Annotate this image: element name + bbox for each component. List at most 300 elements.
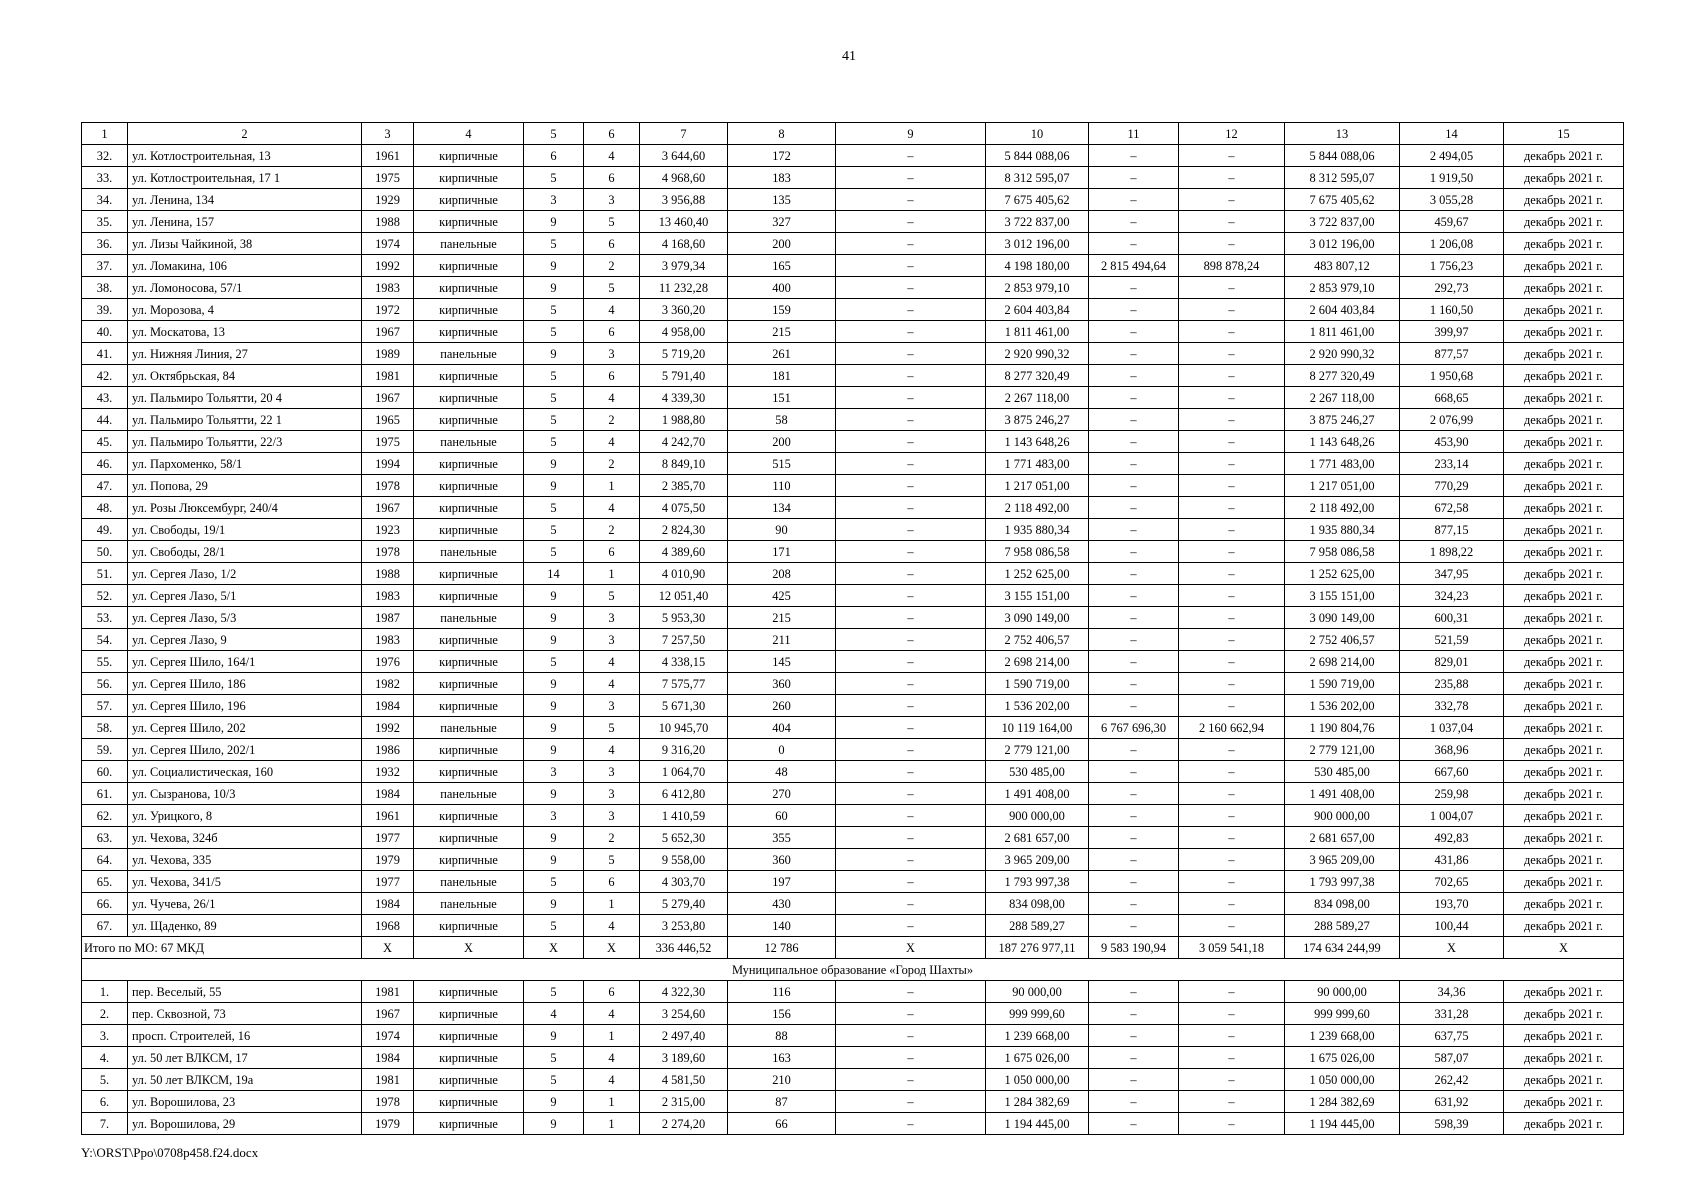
area-cell: 7 575,77: [640, 673, 728, 695]
header-cell: 2: [128, 123, 362, 145]
address-cell: ул. Нижняя Линия, 27: [128, 343, 362, 365]
address-cell: ул. Чехова, 341/5: [128, 871, 362, 893]
table-row: [82, 321, 1624, 343]
fund-cell: –: [1089, 849, 1179, 871]
cost-per-m2-cell: 877,57: [1400, 343, 1504, 365]
residents-cell: 200: [728, 233, 836, 255]
fund-cell: –: [1089, 827, 1179, 849]
total-row: [82, 937, 1624, 959]
residents-cell: 88: [728, 1025, 836, 1047]
header-cell: 14: [1400, 123, 1504, 145]
deadline-cell: декабрь 2021 г.: [1504, 1113, 1624, 1135]
address-cell: ул. Пархоменко, 58/1: [128, 453, 362, 475]
fund-cell: –: [1089, 1003, 1179, 1025]
area-cell: 2 497,40: [640, 1025, 728, 1047]
entrances-cell: 4: [584, 431, 640, 453]
cost-per-m2-cell: 668,65: [1400, 387, 1504, 409]
table-row: [82, 365, 1624, 387]
floors-cell: 9: [524, 893, 584, 915]
region-cell: –: [1179, 1091, 1285, 1113]
total-cost-cell: 834 098,00: [986, 893, 1089, 915]
num-cell: 42.: [82, 365, 128, 387]
local-cell: 3 012 196,00: [1285, 233, 1400, 255]
year-cell: 1975: [362, 167, 414, 189]
floors-cell: 5: [524, 167, 584, 189]
housing-table: [81, 122, 1624, 1135]
col9-cell: –: [836, 1003, 986, 1025]
table-row: [82, 871, 1624, 893]
col9-cell: –: [836, 695, 986, 717]
residents-cell: 208: [728, 563, 836, 585]
year-cell: 1983: [362, 585, 414, 607]
table-row: [82, 761, 1624, 783]
address-cell: ул. Социалистическая, 160: [128, 761, 362, 783]
material-cell: кирпичные: [414, 981, 524, 1003]
entrances-cell: 1: [584, 1025, 640, 1047]
fund-cell: –: [1089, 387, 1179, 409]
deadline-cell: декабрь 2021 г.: [1504, 585, 1624, 607]
residents-cell: 261: [728, 343, 836, 365]
floors-cell: 5: [524, 321, 584, 343]
region-cell: –: [1179, 365, 1285, 387]
deadline-cell: декабрь 2021 г.: [1504, 717, 1624, 739]
fund-cell: –: [1089, 431, 1179, 453]
col9-cell: –: [836, 145, 986, 167]
local-cell: 1 050 000,00: [1285, 1069, 1400, 1091]
header-cell: 13: [1285, 123, 1400, 145]
residents-cell: 327: [728, 211, 836, 233]
cost-per-m2-cell: 324,23: [1400, 585, 1504, 607]
address-cell: ул. Москатова, 13: [128, 321, 362, 343]
deadline-cell: декабрь 2021 г.: [1504, 761, 1624, 783]
year-cell: 1929: [362, 189, 414, 211]
header-cell: 12: [1179, 123, 1285, 145]
cost-per-m2-cell: 1 950,68: [1400, 365, 1504, 387]
entrances-cell: 4: [584, 299, 640, 321]
region-cell: –: [1179, 519, 1285, 541]
deadline-cell: декабрь 2021 г.: [1504, 651, 1624, 673]
num-cell: 55.: [82, 651, 128, 673]
col9-cell: –: [836, 673, 986, 695]
fund-cell: –: [1089, 981, 1179, 1003]
fund-cell: –: [1089, 497, 1179, 519]
address-cell: ул. Сергея Шило, 164/1: [128, 651, 362, 673]
fund-cell: –: [1089, 321, 1179, 343]
year-cell: 1981: [362, 981, 414, 1003]
region-cell: –: [1179, 453, 1285, 475]
footer-file-path: Y:\ORST\Ppo\0708p458.f24.docx: [81, 1145, 259, 1160]
entrances-cell: 6: [584, 365, 640, 387]
area-cell: 8 849,10: [640, 453, 728, 475]
local-cell: 1 217 051,00: [1285, 475, 1400, 497]
residents-cell: 515: [728, 453, 836, 475]
floors-cell: 9: [524, 695, 584, 717]
residents-cell: 0: [728, 739, 836, 761]
address-cell: ул. Чехова, 335: [128, 849, 362, 871]
year-cell: 1961: [362, 805, 414, 827]
fund-cell: –: [1089, 365, 1179, 387]
deadline-cell: декабрь 2021 г.: [1504, 607, 1624, 629]
cost-per-m2-cell: 292,73: [1400, 277, 1504, 299]
local-cell: 7 958 086,58: [1285, 541, 1400, 563]
deadline-cell: декабрь 2021 г.: [1504, 893, 1624, 915]
deadline-cell: декабрь 2021 г.: [1504, 167, 1624, 189]
fund-cell: –: [1089, 1047, 1179, 1069]
material-cell: кирпичные: [414, 1069, 524, 1091]
region-cell: –: [1179, 651, 1285, 673]
col9-cell: –: [836, 387, 986, 409]
num-cell: 1.: [82, 981, 128, 1003]
local-cell: 1 771 483,00: [1285, 453, 1400, 475]
area-cell: 1 988,80: [640, 409, 728, 431]
entrances-cell: 1: [584, 475, 640, 497]
address-cell: ул. Ломакина, 106: [128, 255, 362, 277]
year-cell: 1984: [362, 783, 414, 805]
deadline-cell: декабрь 2021 г.: [1504, 277, 1624, 299]
residents-cell: 145: [728, 651, 836, 673]
entrances-cell: 3: [584, 189, 640, 211]
residents-cell: 58: [728, 409, 836, 431]
deadline-cell: декабрь 2021 г.: [1504, 805, 1624, 827]
local-cell: 7 675 405,62: [1285, 189, 1400, 211]
local-cell: 1 590 719,00: [1285, 673, 1400, 695]
material-cell: кирпичные: [414, 277, 524, 299]
region-cell: –: [1179, 321, 1285, 343]
year-cell: 1982: [362, 673, 414, 695]
material-cell: кирпичные: [414, 739, 524, 761]
floors-cell: 3: [524, 805, 584, 827]
col9-cell: –: [836, 981, 986, 1003]
deadline-cell: декабрь 2021 г.: [1504, 497, 1624, 519]
year-cell: 1961: [362, 145, 414, 167]
total-cost-cell: 1 491 408,00: [986, 783, 1089, 805]
region-cell: –: [1179, 167, 1285, 189]
year-cell: 1979: [362, 849, 414, 871]
fund-cell: –: [1089, 299, 1179, 321]
col9-cell: –: [836, 255, 986, 277]
entrances-cell: 4: [584, 1047, 640, 1069]
floors-cell: 5: [524, 1047, 584, 1069]
address-cell: ул. Свободы, 19/1: [128, 519, 362, 541]
address-cell: ул. Котлостроительная, 17 1: [128, 167, 362, 189]
fund-cell: –: [1089, 475, 1179, 497]
entrances-cell: 6: [584, 541, 640, 563]
entrances-cell: 5: [584, 585, 640, 607]
num-cell: 49.: [82, 519, 128, 541]
deadline-cell: декабрь 2021 г.: [1504, 673, 1624, 695]
floors-cell: 5: [524, 915, 584, 937]
total-cost-cell: 2 118 492,00: [986, 497, 1089, 519]
residents-cell: 165: [728, 255, 836, 277]
fund-cell: –: [1089, 739, 1179, 761]
table-row: [82, 189, 1624, 211]
floors-cell: 5: [524, 497, 584, 519]
num-cell: 35.: [82, 211, 128, 233]
year-cell: 1923: [362, 519, 414, 541]
cost-per-m2-cell: 1 004,07: [1400, 805, 1504, 827]
cost-per-m2-cell: 598,39: [1400, 1113, 1504, 1135]
header-cell: 8: [728, 123, 836, 145]
entrances-cell: 1: [584, 1113, 640, 1135]
year-cell: 1983: [362, 629, 414, 651]
residents-cell: 116: [728, 981, 836, 1003]
table-row: [82, 805, 1624, 827]
col9-cell: –: [836, 717, 986, 739]
local-cell: 3 965 209,00: [1285, 849, 1400, 871]
address-cell: ул. Чучева, 26/1: [128, 893, 362, 915]
deadline-cell: декабрь 2021 г.: [1504, 299, 1624, 321]
total-cost-cell: 1 143 648,26: [986, 431, 1089, 453]
fund-cell: –: [1089, 893, 1179, 915]
table-row: [82, 629, 1624, 651]
total-cost-cell: 1 050 000,00: [986, 1069, 1089, 1091]
material-cell: кирпичные: [414, 167, 524, 189]
num-cell: 58.: [82, 717, 128, 739]
material-cell: кирпичные: [414, 211, 524, 233]
col9-cell: –: [836, 167, 986, 189]
year-cell: 1967: [362, 1003, 414, 1025]
cost-per-m2-cell: 431,86: [1400, 849, 1504, 871]
floors-cell: 14: [524, 563, 584, 585]
area-cell: 4 168,60: [640, 233, 728, 255]
entrances-cell: 4: [584, 1003, 640, 1025]
material-cell: кирпичные: [414, 321, 524, 343]
area-cell: 3 360,20: [640, 299, 728, 321]
floors-cell: 9: [524, 607, 584, 629]
total-cell: Х: [524, 937, 584, 959]
address-cell: ул. Октябрьская, 84: [128, 365, 362, 387]
cost-per-m2-cell: 3 055,28: [1400, 189, 1504, 211]
area-cell: 4 338,15: [640, 651, 728, 673]
year-cell: 1968: [362, 915, 414, 937]
address-cell: ул. Сергея Лазо, 5/3: [128, 607, 362, 629]
area-cell: 9 558,00: [640, 849, 728, 871]
material-cell: кирпичные: [414, 673, 524, 695]
floors-cell: 9: [524, 585, 584, 607]
entrances-cell: 2: [584, 409, 640, 431]
col9-cell: –: [836, 739, 986, 761]
deadline-cell: декабрь 2021 г.: [1504, 783, 1624, 805]
table-row: [82, 541, 1624, 563]
local-cell: 90 000,00: [1285, 981, 1400, 1003]
region-cell: –: [1179, 1003, 1285, 1025]
material-cell: кирпичные: [414, 651, 524, 673]
region-cell: –: [1179, 629, 1285, 651]
residents-cell: 110: [728, 475, 836, 497]
entrances-cell: 1: [584, 893, 640, 915]
fund-cell: –: [1089, 629, 1179, 651]
material-cell: панельные: [414, 717, 524, 739]
num-cell: 41.: [82, 343, 128, 365]
cost-per-m2-cell: 492,83: [1400, 827, 1504, 849]
total-cost-cell: 1 771 483,00: [986, 453, 1089, 475]
address-cell: ул. Котлостроительная, 13: [128, 145, 362, 167]
col9-cell: –: [836, 211, 986, 233]
year-cell: 1965: [362, 409, 414, 431]
local-cell: 288 589,27: [1285, 915, 1400, 937]
residents-cell: 140: [728, 915, 836, 937]
address-cell: ул. 50 лет ВЛКСМ, 19а: [128, 1069, 362, 1091]
address-cell: ул. Урицкого, 8: [128, 805, 362, 827]
residents-cell: 215: [728, 607, 836, 629]
cost-per-m2-cell: 1 919,50: [1400, 167, 1504, 189]
year-cell: 1972: [362, 299, 414, 321]
material-cell: кирпичные: [414, 761, 524, 783]
region-cell: –: [1179, 233, 1285, 255]
header-cell: 1: [82, 123, 128, 145]
fund-cell: –: [1089, 651, 1179, 673]
col9-cell: –: [836, 233, 986, 255]
local-cell: 8 312 595,07: [1285, 167, 1400, 189]
entrances-cell: 2: [584, 255, 640, 277]
material-cell: кирпичные: [414, 365, 524, 387]
address-cell: пер. Веселый, 55: [128, 981, 362, 1003]
year-cell: 1978: [362, 1091, 414, 1113]
cost-per-m2-cell: 34,36: [1400, 981, 1504, 1003]
residents-cell: 430: [728, 893, 836, 915]
year-cell: 1977: [362, 871, 414, 893]
floors-cell: 3: [524, 761, 584, 783]
deadline-cell: декабрь 2021 г.: [1504, 1047, 1624, 1069]
total-cost-cell: 2 698 214,00: [986, 651, 1089, 673]
num-cell: 6.: [82, 1091, 128, 1113]
entrances-cell: 2: [584, 519, 640, 541]
cost-per-m2-cell: 672,58: [1400, 497, 1504, 519]
area-cell: 4 303,70: [640, 871, 728, 893]
floors-cell: 9: [524, 673, 584, 695]
material-cell: кирпичные: [414, 1047, 524, 1069]
region-cell: –: [1179, 981, 1285, 1003]
material-cell: кирпичные: [414, 1003, 524, 1025]
floors-cell: 5: [524, 409, 584, 431]
floors-cell: 9: [524, 783, 584, 805]
area-cell: 1 410,59: [640, 805, 728, 827]
num-cell: 4.: [82, 1047, 128, 1069]
residents-cell: 183: [728, 167, 836, 189]
col9-cell: –: [836, 409, 986, 431]
deadline-cell: декабрь 2021 г.: [1504, 453, 1624, 475]
num-cell: 59.: [82, 739, 128, 761]
table-row: [82, 519, 1624, 541]
local-cell: 3 155 151,00: [1285, 585, 1400, 607]
area-cell: 5 791,40: [640, 365, 728, 387]
entrances-cell: 3: [584, 695, 640, 717]
num-cell: 45.: [82, 431, 128, 453]
entrances-cell: 4: [584, 915, 640, 937]
col9-cell: –: [836, 651, 986, 673]
num-cell: 33.: [82, 167, 128, 189]
col9-cell: –: [836, 365, 986, 387]
deadline-cell: декабрь 2021 г.: [1504, 211, 1624, 233]
entrances-cell: 2: [584, 827, 640, 849]
num-cell: 3.: [82, 1025, 128, 1047]
material-cell: кирпичные: [414, 827, 524, 849]
residents-cell: 60: [728, 805, 836, 827]
floors-cell: 9: [524, 211, 584, 233]
address-cell: пер. Сквозной, 73: [128, 1003, 362, 1025]
total-cell: Х: [1400, 937, 1504, 959]
area-cell: 4 322,30: [640, 981, 728, 1003]
year-cell: 1988: [362, 211, 414, 233]
residents-cell: 210: [728, 1069, 836, 1091]
year-cell: 1932: [362, 761, 414, 783]
table-row: [82, 1113, 1624, 1135]
address-cell: ул. Лизы Чайкиной, 38: [128, 233, 362, 255]
local-cell: 1 491 408,00: [1285, 783, 1400, 805]
num-cell: 54.: [82, 629, 128, 651]
area-cell: 4 968,60: [640, 167, 728, 189]
header-cell: 7: [640, 123, 728, 145]
total-cell: 3 059 541,18: [1179, 937, 1285, 959]
year-cell: 1987: [362, 607, 414, 629]
fund-cell: –: [1089, 277, 1179, 299]
fund-cell: –: [1089, 145, 1179, 167]
local-cell: 2 920 990,32: [1285, 343, 1400, 365]
area-cell: 5 671,30: [640, 695, 728, 717]
area-cell: 4 339,30: [640, 387, 728, 409]
year-cell: 1989: [362, 343, 414, 365]
region-cell: –: [1179, 915, 1285, 937]
num-cell: 5.: [82, 1069, 128, 1091]
address-cell: ул. Сергея Лазо, 9: [128, 629, 362, 651]
region-cell: –: [1179, 783, 1285, 805]
region-cell: –: [1179, 893, 1285, 915]
num-cell: 51.: [82, 563, 128, 585]
total-label: Итого по МО: 67 МКД: [82, 937, 362, 959]
floors-cell: 5: [524, 365, 584, 387]
fund-cell: 6 767 696,30: [1089, 717, 1179, 739]
residents-cell: 135: [728, 189, 836, 211]
region-cell: –: [1179, 1025, 1285, 1047]
material-cell: панельные: [414, 541, 524, 563]
region-cell: –: [1179, 343, 1285, 365]
table-row: [82, 915, 1624, 937]
total-cost-cell: 999 999,60: [986, 1003, 1089, 1025]
total-cost-cell: 1 239 668,00: [986, 1025, 1089, 1047]
table-header-row: [82, 123, 1624, 145]
area-cell: 6 412,80: [640, 783, 728, 805]
col9-cell: –: [836, 1069, 986, 1091]
col9-cell: –: [836, 299, 986, 321]
fund-cell: 2 815 494,64: [1089, 255, 1179, 277]
residents-cell: 134: [728, 497, 836, 519]
floors-cell: 9: [524, 343, 584, 365]
deadline-cell: декабрь 2021 г.: [1504, 629, 1624, 651]
col9-cell: –: [836, 563, 986, 585]
fund-cell: –: [1089, 563, 1179, 585]
area-cell: 5 953,30: [640, 607, 728, 629]
table-row: [82, 387, 1624, 409]
address-cell: просп. Строителей, 16: [128, 1025, 362, 1047]
floors-cell: 5: [524, 519, 584, 541]
table-row: [82, 893, 1624, 915]
floors-cell: 9: [524, 475, 584, 497]
region-cell: –: [1179, 563, 1285, 585]
entrances-cell: 4: [584, 497, 640, 519]
local-cell: 2 853 979,10: [1285, 277, 1400, 299]
header-cell: 3: [362, 123, 414, 145]
region-cell: –: [1179, 739, 1285, 761]
cost-per-m2-cell: 521,59: [1400, 629, 1504, 651]
table-row: [82, 717, 1624, 739]
total-cell: Х: [836, 937, 986, 959]
total-cell: 12 786: [728, 937, 836, 959]
deadline-cell: декабрь 2021 г.: [1504, 563, 1624, 585]
cost-per-m2-cell: 1 898,22: [1400, 541, 1504, 563]
region-cell: –: [1179, 827, 1285, 849]
region-cell: –: [1179, 1047, 1285, 1069]
material-cell: кирпичные: [414, 475, 524, 497]
